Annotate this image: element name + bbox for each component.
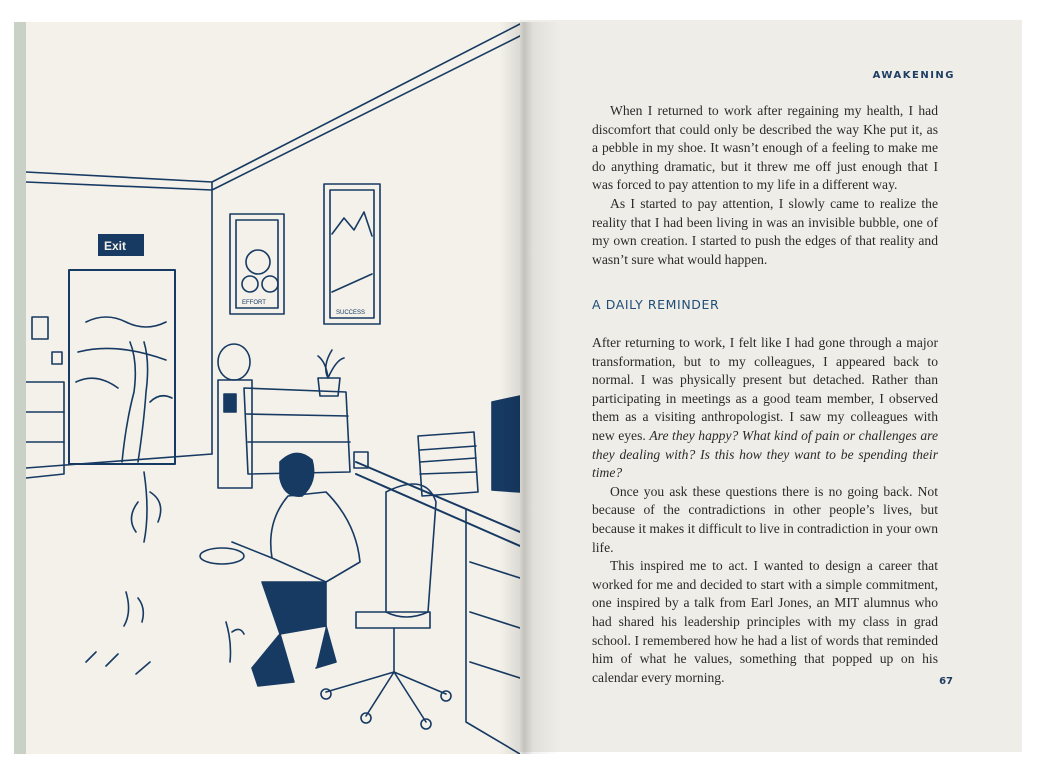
- body-text-section: [592, 334, 938, 687]
- paragraph: Once you ask these questions there is no going back. Not because of the contradictions in other people’s lives, but because it makes it difficult to live in contradiction in your own life.: [592, 483, 938, 555]
- section-intro-text: After returning to work, I felt like I had gone through a major transformation, but to my colleagues, I appeared back to normal. I was physically present but detached. Rather than participating in meetings as a good team member, I observed them as a visiting anthropologist. I saw my colleagues with new eyes.: [592, 335, 938, 443]
- poster-success-caption: SUCCESS: [336, 310, 366, 316]
- page-number: 67: [939, 676, 953, 687]
- paragraph: When I returned to work after regaining my health, I had discomfort that could only be described the way Khe put it, as a pebble in my shoe. It wasn’t enough of a feeling to make me do anything dramatic, but it threw me off just enough that I was forced to pay attention to my life in a different way.: [592, 103, 938, 193]
- section-intro-paragraph: [592, 334, 938, 483]
- body-text-top: [592, 102, 938, 269]
- office-illustration: [26, 22, 520, 754]
- section-heading: A DAILY REMINDER: [592, 297, 720, 312]
- paragraph: As I started to pay attention, I slowly came to realize the reality that I had been living in was an invisible bubble, one of my own creation. I started to push the edges of that reality and wasn’t sure what would happen.: [592, 195, 938, 267]
- running-head: AWAKENING: [872, 70, 955, 81]
- exit-sign-text: Exit: [104, 239, 127, 253]
- section-intro-italic: Are they happy? What kind of pain or challenges are they dealing with? Is this how they want to be spending their time?: [592, 427, 938, 481]
- poster-effort-caption: EFFORT: [242, 300, 266, 306]
- left-page: [26, 22, 520, 754]
- paragraph: This inspired me to act. I wanted to design a career that worked for me and decided to start with a simple commitment, one inspired by a talk from Earl Jones, an MIT alumnus who had shared his leadership principles with my class in grad school. I remembered how he had a list of words that reminded him of what he values, something that popped up on his calendar every morning.: [592, 558, 938, 685]
- gutter-shadow: [500, 22, 560, 754]
